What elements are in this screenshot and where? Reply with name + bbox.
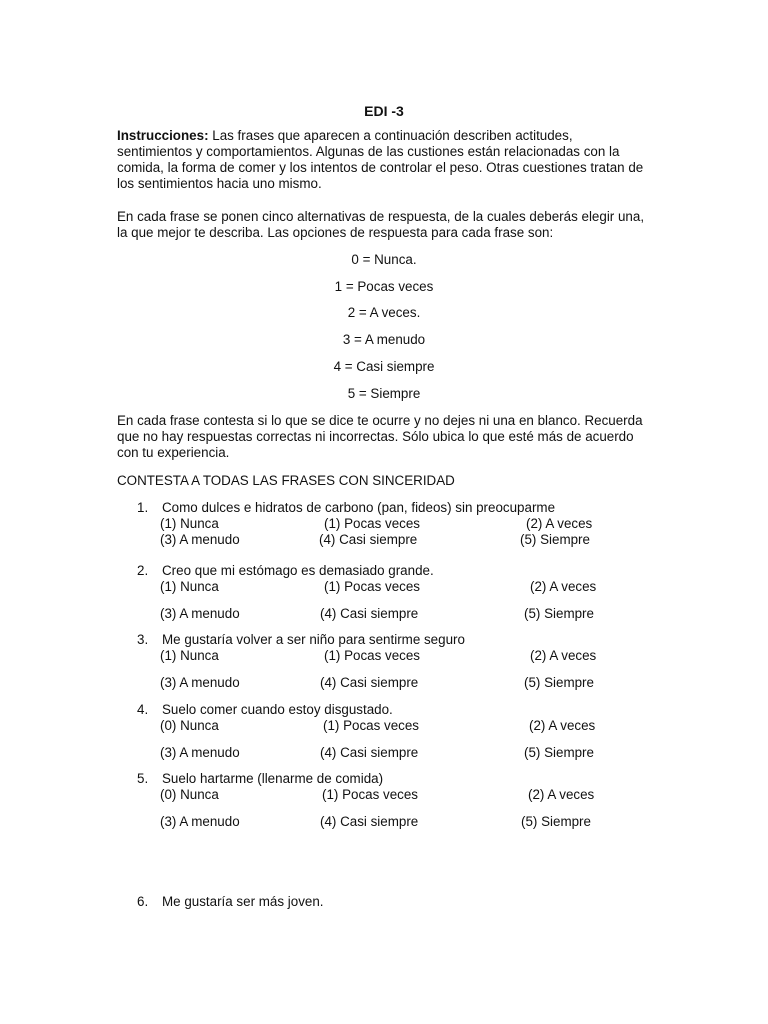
question-number: 4.	[137, 702, 149, 717]
question-number: 3.	[137, 632, 149, 647]
answer-option[interactable]: (5) Siempre	[524, 606, 594, 621]
question-text: Suelo comer cuando estoy disgustado.	[162, 702, 393, 717]
answer-option[interactable]: (3) A menudo	[160, 532, 240, 547]
answer-option[interactable]: (3) A menudo	[160, 675, 240, 690]
answer-option[interactable]: (1) Nunca	[160, 516, 219, 531]
answer-option[interactable]: (5) Siempre	[524, 675, 594, 690]
answer-option[interactable]: (2) A veces	[529, 718, 596, 733]
response-options-intro: En cada frase se ponen cinco alternativas de respuesta, de la cuales deberás elegir una, la que mejor te describa. Las opciones de respuesta para cada frase son:	[117, 209, 645, 240]
answer-option[interactable]: (3) A menudo	[160, 606, 240, 621]
answer-option[interactable]: (0) Nunca	[160, 787, 219, 802]
answer-option[interactable]: (4) Casi siempre	[319, 532, 418, 547]
answer-option[interactable]: (1) Pocas veces	[324, 516, 421, 531]
instructions-paragraph	[117, 128, 651, 192]
answer-option[interactable]: (4) Casi siempre	[320, 606, 419, 621]
answer-option[interactable]: (4) Casi siempre	[320, 675, 419, 690]
answer-option[interactable]: (0) Nunca	[160, 718, 219, 733]
answer-option[interactable]: (5) Siempre	[524, 745, 594, 760]
section-heading: CONTESTA A TODAS LAS FRASES CON SINCERIDAD	[117, 473, 455, 488]
answer-option[interactable]: (1) Nunca	[160, 648, 219, 663]
scale-option-3: 3 = A menudo	[342, 332, 426, 347]
scale-option-5: 5 = Siempre	[347, 386, 421, 401]
question-number: 2.	[137, 563, 149, 578]
question-text: Como dulces e hidratos de carbono (pan, fideos) sin preocuparme	[162, 500, 556, 515]
answer-option[interactable]: (2) A veces	[528, 787, 595, 802]
scale-option-2: 2 = A veces.	[347, 305, 421, 320]
question-text: Me gustaría ser más joven.	[162, 894, 324, 909]
question-number: 5.	[137, 771, 149, 786]
scale-option-1: 1 = Pocas veces	[334, 279, 434, 294]
answer-option[interactable]: (1) Pocas veces	[322, 787, 419, 802]
question-number: 1.	[137, 500, 149, 515]
answer-option[interactable]: (1) Nunca	[160, 579, 219, 594]
question-text: Creo que mi estómago es demasiado grande.	[162, 563, 434, 578]
answer-option[interactable]: (4) Casi siempre	[320, 745, 419, 760]
question-text: Me gustaría volver a ser niño para sentirme seguro	[162, 632, 465, 647]
answer-option[interactable]: (2) A veces	[530, 579, 597, 594]
document-title: EDI -3	[364, 103, 404, 119]
instructions-label: Instrucciones:	[117, 128, 209, 143]
scale-option-0: 0 = Nunca.	[351, 252, 417, 267]
answer-option[interactable]: (5) Siempre	[521, 814, 591, 829]
answer-option[interactable]: (1) Pocas veces	[324, 579, 421, 594]
answer-option[interactable]: (1) Pocas veces	[323, 718, 420, 733]
instructions-text: Las frases que aparecen a continuación describen actitudes, sentimientos y comportamientos. Algunas de las custiones están relacionadas con la comida, la forma de comer y los intentos de controlar el peso. Otras cuestiones tratan de los sentimientos hacia uno mismo.	[117, 128, 644, 191]
answer-option[interactable]: (2) A veces	[526, 516, 593, 531]
question-text: Suelo hartarme (llenarme de comida)	[162, 771, 384, 786]
answer-option[interactable]: (2) A veces	[530, 648, 597, 663]
answer-option[interactable]: (4) Casi siempre	[320, 814, 419, 829]
answer-option[interactable]: (3) A menudo	[160, 745, 240, 760]
answer-instructions-paragraph: En cada frase contesta si lo que se dice te ocurre y no dejes ni una en blanco. Recuerda que no hay respuestas correctas ni incorrectas. Sólo ubica lo que esté más de acuerdo con tu experiencia.	[117, 413, 643, 460]
question-number: 6.	[137, 894, 149, 909]
answer-option[interactable]: (5) Siempre	[520, 532, 590, 547]
answer-option[interactable]: (1) Pocas veces	[324, 648, 421, 663]
answer-option[interactable]: (3) A menudo	[160, 814, 240, 829]
scale-option-4: 4 = Casi siempre	[333, 359, 435, 374]
